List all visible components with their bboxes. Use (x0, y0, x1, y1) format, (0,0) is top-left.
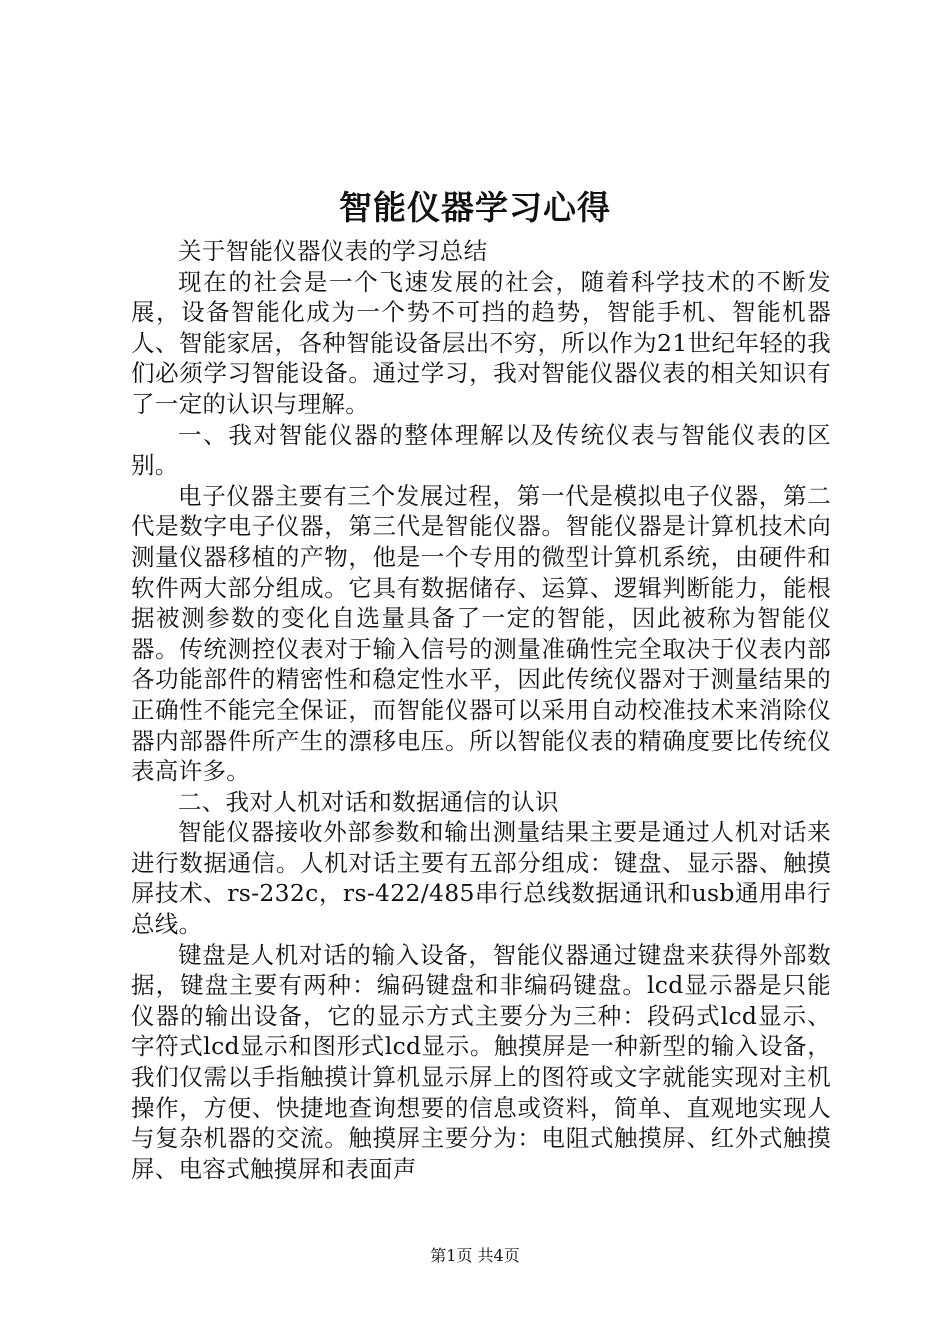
paragraph-subtitle: 关于智能仪器仪表的学习总结 (178, 237, 488, 265)
paragraph-heading-2: 二、我对人机对话和数据通信的认识 (178, 787, 559, 816)
page-footer: 第1页 共4页 (430, 1246, 520, 1265)
paragraph-keyboard-display: 键盘是人机对话的输入设备，智能仪器通过键盘来获得外部数据，键盘主要有两种：编码键盘和非编码键盘。lcd显示器是只能仪器的输出设备，它的显示方式主要分为三种：段码式lcd显示、字符式lcd显示和图形式lcd显示。触摸屏是一种新型的输入设备，我们仅需以手指触摸计算机显示屏上的图符或文字就能实现对主机操作，方便、快捷地查询想要的信息或资料，简单、直观地实现人与复杂机器的交流。触摸屏主要分为：电阻式触摸屏、红外式触摸屏、电容式触摸屏和表面声 (131, 940, 831, 1183)
document-title: 智能仪器学习心得 (339, 188, 611, 227)
paragraph-human-machine: 智能仪器接收外部参数和输出测量结果主要是通过人机对话来进行数据通信。人机对话主要有五部分组成：键盘、显示器、触摸屏技术、rs-232c，rs-422/485串行总线数据通讯和usb通用串行总线。 (131, 818, 831, 939)
paragraph-electronic-instruments: 电子仪器主要有三个发展过程，第一代是模拟电子仪器，第二代是数字电子仪器，第三代是智能仪器。智能仪器是计算机技术向测量仪器移植的产物，他是一个专用的微型计算机系统，由硬件和软件两大部分组成。它具有数据储存、运算、逻辑判断能力，能根据被测参数的变化自选量具备了一定的智能，因此被称为智能仪器。传统测控仪表对于输入信号的测量准确性完全取决于仪表内部各功能部件的精密性和稳定性水平，因此传统仪器对于测量结果的正确性不能完全保证，而智能仪器可以采用自动校准技术来消除仪器内部器件所产生的漂移电压。所以智能仪表的精确度要比传统仪表高许多。 (131, 481, 831, 786)
paragraph-heading-1: 一、我对智能仪器的整体理解以及传统仪表与智能仪表的区别。 (131, 420, 831, 480)
document-body (131, 236, 831, 1184)
paragraph-intro: 现在的社会是一个飞速发展的社会，随着科学技术的不断发展，设备智能化成为一个势不可挡的趋势，智能手机、智能机器人、智能家居，各种智能设备层出不穷，所以作为21世纪年轻的我们必须学习智能设备。通过学习，我对智能仪器仪表的相关知识有了一定的认识与理解。 (131, 267, 831, 418)
